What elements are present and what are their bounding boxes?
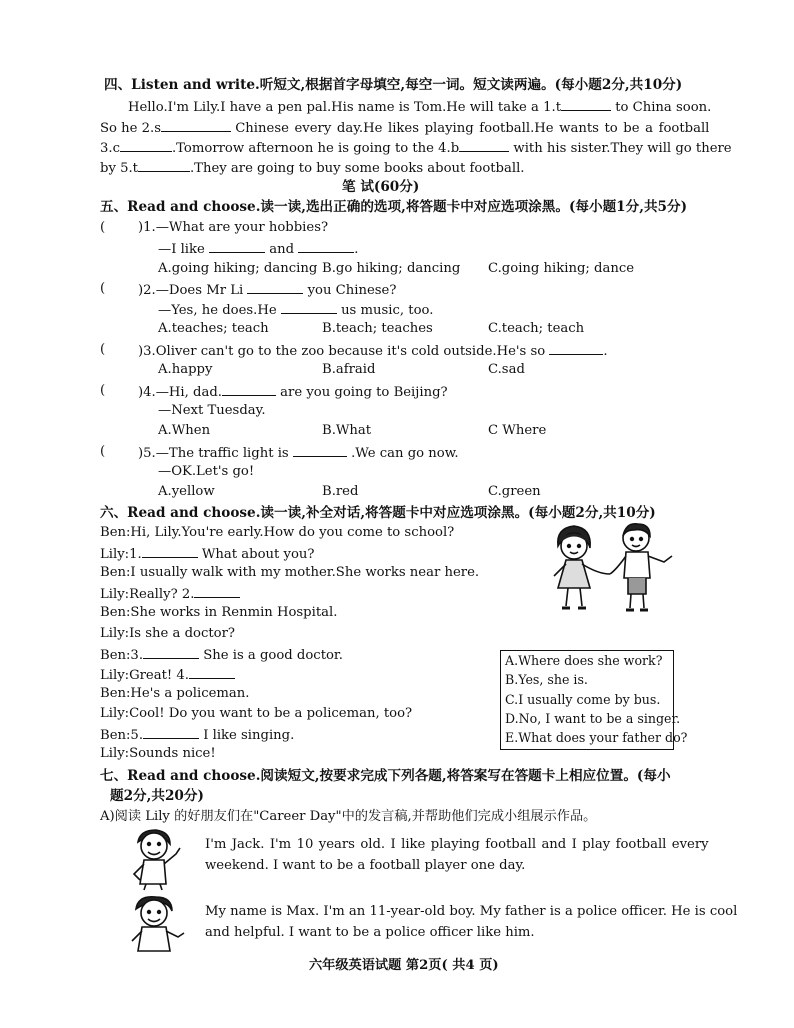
jack-cartoon-illustration [126,828,186,892]
q4-line2: —Next Tuesday. [158,403,266,418]
q4-option-c[interactable]: C Where [488,423,547,438]
section4-heading: 四、Listen and write.听短文,根据首字母填空,每空一词。短文读两遍。(每小题2分,共10分) [104,77,683,93]
dialogue-line-4: Lily:Really? 2. [100,584,240,604]
dialogue-line-8: Lily:Great! 4. [100,665,235,685]
q3-option-b[interactable]: B.afraid [322,362,376,377]
page-footer: 六年级英语试题 第2页( 共4 页) [309,958,499,973]
section7-heading-line1: 七、Read and choose.阅读短文,按要求完成下列各题,将答案写在答题卡上相应位置。(每小 [100,768,671,784]
dialogue-option-e[interactable]: E.What does your father do? [505,730,688,745]
section6-heading: 六、Read and choose.读一读,补全对话,将答题卡中对应选项涂黑。(每小题2分,共10分) [100,505,656,521]
q3-stem: )3.Oliver can't go to the zoo because it's cold outside.He's so . [138,341,608,361]
section4-line4: by 5.t .They are going to buy some books about football. [100,158,525,178]
kids-holding-hands-illustration [548,516,678,616]
q4-blank[interactable] [222,382,276,396]
q5-stem: )5.—The traffic light is .We can go now. [138,443,459,463]
dialogue-line-10: Lily:Cool! Do you want to be a policeman, too? [100,706,413,721]
section7-heading-line2: 题2分,共20分) [110,788,204,804]
section7-intro: A)阅读 Lily 的好朋友们在"Career Day"中的发言稿,并帮助他们完成小组展示作品。 [100,809,597,824]
dialogue-option-a[interactable]: A.Where does she work? [505,653,663,668]
q1-option-a[interactable]: A.going hiking; dancing [158,261,318,276]
max-speech-line2: and helpful. I want to be a police officer like him. [205,925,535,940]
q3-blank[interactable] [549,341,603,355]
q5-option-c[interactable]: C.green [488,484,541,499]
q2-option-a[interactable]: A.teaches; teach [158,321,269,336]
dialogue-line-9: Ben:He's a policeman. [100,686,250,701]
blank-1[interactable] [561,97,611,111]
q1-line2: —I like and . [158,239,358,259]
q2-blank-b[interactable] [281,300,337,314]
q4-paren: ( [100,383,106,398]
dialogue-blank-3[interactable] [143,645,199,659]
blank-4[interactable] [459,138,509,152]
section4-line1: Hello.I'm Lily.I have a pen pal.His name is Tom.He will take a 1.t to China soon. [128,97,711,117]
q2-paren: ( [100,281,106,296]
q3-option-c[interactable]: C.sad [488,362,525,377]
dialogue-blank-5[interactable] [143,725,199,739]
q1-blank-a[interactable] [209,239,265,253]
q1-blank-b[interactable] [298,239,354,253]
dialogue-line-2: Lily:1. What about you? [100,544,314,564]
dialogue-line-5: Ben:She works in Renmin Hospital. [100,605,338,620]
q4-option-b[interactable]: B.What [322,423,372,438]
q3-paren: ( [100,342,106,357]
dialogue-option-d[interactable]: D.No, I want to be a singer. [505,711,681,726]
jack-speech-line1: I'm Jack. I'm 10 years old. I like playing football and I play football every [205,837,709,852]
dialogue-line-12: Lily:Sounds nice! [100,746,216,761]
q1-stem: )1.—What are your hobbies? [138,220,329,235]
q1-option-c[interactable]: C.going hiking; dance [488,261,635,276]
q2-option-c[interactable]: C.teach; teach [488,321,585,336]
max-speech-line1: My name is Max. I'm an 11-year-old boy. My father is a police officer. He is cool [205,904,738,919]
section4-line2: So he 2.s Chinese every day.He likes playing football.He wants to be a football [100,118,709,138]
dialogue-option-b[interactable]: B.Yes, she is. [505,672,588,687]
dialogue-blank-4[interactable] [189,665,235,679]
section5-heading: 五、Read and choose.读一读,选出正确的选项,将答题卡中对应选项涂黑。(每小题1分,共5分) [100,199,688,215]
dialogue-blank-1[interactable] [142,544,198,558]
q2-stem: )2.—Does Mr Li you Chinese? [138,280,396,300]
q5-paren: ( [100,444,106,459]
part-title: 笔 试(60分) [342,179,420,195]
dialogue-line-1: Ben:Hi, Lily.You're early.How do you come to school? [100,525,455,540]
q5-option-a[interactable]: A.yellow [158,484,215,499]
dialogue-options-box [500,650,688,750]
blank-5[interactable] [138,158,190,172]
section4-line3: 3.c .Tomorrow afternoon he is going to the 4.b with his sister.They will go there [100,138,732,158]
q1-option-b[interactable]: B.go hiking; dancing [322,261,461,276]
q2-line2: —Yes, he does.He us music, too. [158,300,433,320]
dialogue-line-7: Ben:3. She is a good doctor. [100,645,343,665]
q3-option-a[interactable]: A.happy [158,362,213,377]
q4-stem: )4.—Hi, dad. are you going to Beijing? [138,382,448,402]
q5-line2: —OK.Let's go! [158,464,255,479]
blank-2[interactable] [161,118,231,132]
dialogue-line-3: Ben:I usually walk with my mother.She works near here. [100,565,480,580]
q2-blank-a[interactable] [247,280,303,294]
q5-blank[interactable] [293,443,347,457]
jack-speech-line2: weekend. I want to be a football player one day. [205,858,526,873]
blank-3[interactable] [120,138,172,152]
q5-option-b[interactable]: B.red [322,484,359,499]
q1-paren: ( [100,220,106,235]
q2-option-b[interactable]: B.teach; teaches [322,321,433,336]
dialogue-option-c[interactable]: C.I usually come by bus. [505,692,661,707]
q4-option-a[interactable]: A.When [158,423,211,438]
dialogue-line-11: Ben:5. I like singing. [100,725,294,745]
dialogue-line-6: Lily:Is she a doctor? [100,626,235,641]
dialogue-blank-2[interactable] [194,584,240,598]
max-cartoon-illustration [126,893,188,955]
